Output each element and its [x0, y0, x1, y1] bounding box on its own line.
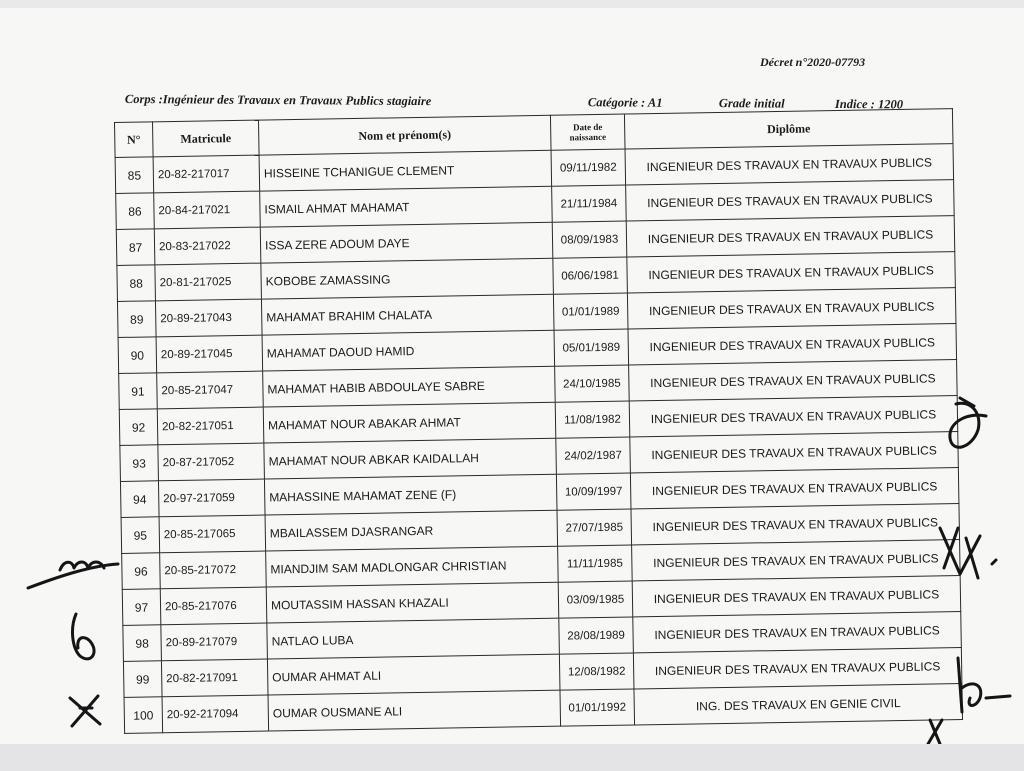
birthdate-cell: 24/10/1985	[555, 365, 630, 402]
name-cell: ISMAIL AHMAT MAHAMAT	[260, 186, 553, 227]
diploma-cell: INGENIEUR DES TRAVAUX EN TRAVAUX PUBLICS	[630, 432, 959, 473]
diploma-cell: INGENIEUR DES TRAVAUX EN TRAVAUX PUBLICS	[633, 648, 962, 689]
birthdate-cell: 01/01/1992	[560, 689, 635, 726]
birthdate-cell: 01/01/1989	[553, 293, 628, 330]
diploma-cell: ING. DES TRAVAUX EN GENIE CIVIL	[634, 684, 963, 725]
matricule-cell: 20-82-217017	[153, 155, 260, 193]
birthdate-cell: 06/06/1981	[553, 257, 628, 294]
name-cell: MAHAMAT NOUR ABAKAR AHMAT	[263, 402, 556, 443]
matricule-cell: 20-92-217094	[162, 695, 269, 733]
row-number: 89	[117, 301, 156, 338]
table-body	[115, 144, 962, 734]
grade-label: Grade initial	[718, 96, 785, 111]
diploma-cell: INGENIEUR DES TRAVAUX EN TRAVAUX PUBLICS	[630, 468, 959, 509]
name-cell: MAHAMAT BRAHIM CHALATA	[261, 294, 554, 335]
header-num: N°	[115, 122, 154, 158]
matricule-cell: 20-82-217051	[157, 407, 264, 445]
matricule-cell: 20-89-217043	[155, 299, 262, 337]
birthdate-cell: 27/07/1985	[557, 509, 632, 546]
indice-label: Indice : 1200	[834, 96, 904, 112]
decree-number: Décret n°2020-07793	[760, 55, 866, 69]
bottom-margin	[0, 744, 1024, 771]
matricule-cell: 20-85-217047	[157, 371, 264, 409]
birthdate-cell: 08/09/1983	[552, 221, 627, 258]
birthdate-cell: 11/11/1985	[558, 545, 633, 582]
row-number: 92	[119, 409, 158, 446]
header-dob: Date de naissance	[550, 114, 625, 150]
name-cell: OUMAR AHMAT ALI	[267, 654, 560, 695]
row-number: 91	[119, 373, 158, 410]
row-number: 93	[120, 445, 159, 482]
matricule-cell: 20-89-217045	[156, 335, 263, 373]
header-diplome: Diplôme	[624, 109, 953, 149]
name-cell: MAHASSINE MAHAMAT ZENE (F)	[264, 474, 557, 515]
header-matricule: Matricule	[153, 120, 260, 157]
name-cell: NATLAO LUBA	[267, 618, 560, 659]
name-cell: OUMAR OUSMANE ALI	[268, 690, 561, 731]
birthdate-cell: 05/01/1989	[554, 329, 629, 366]
name-cell: MBAILASSEM DJASRANGAR	[265, 510, 558, 551]
row-number: 98	[123, 625, 162, 662]
name-cell: MOUTASSIM HASSAN KHAZALI	[266, 582, 559, 623]
matricule-cell: 20-84-217021	[154, 191, 261, 229]
row-number: 100	[124, 697, 163, 734]
personnel-table-wrapper	[114, 108, 962, 734]
name-cell: MAHAMAT HABIB ABDOULAYE SABRE	[263, 366, 556, 407]
matricule-cell: 20-97-217059	[158, 479, 265, 517]
birthdate-cell: 11/08/1982	[555, 401, 630, 438]
row-number: 97	[122, 589, 161, 626]
diploma-cell: INGENIEUR DES TRAVAUX EN TRAVAUX PUBLICS	[632, 540, 961, 581]
name-cell: MAHAMAT DAOUD HAMID	[262, 330, 555, 371]
handwritten-initial-mark	[70, 696, 100, 726]
scanned-page	[0, 8, 1024, 744]
row-number: 94	[120, 481, 159, 518]
matricule-cell: 20-89-217079	[161, 623, 268, 661]
row-number: 96	[122, 553, 161, 590]
personnel-table	[114, 108, 963, 734]
birthdate-cell: 10/09/1997	[556, 473, 631, 510]
birthdate-cell: 24/02/1987	[556, 437, 631, 474]
diploma-cell: INGENIEUR DES TRAVAUX EN TRAVAUX PUBLICS	[629, 396, 958, 437]
corps-label: Corps :Ingénieur des Travaux en Travaux Publics stagiaire	[124, 92, 432, 109]
diploma-cell: INGENIEUR DES TRAVAUX EN TRAVAUX PUBLICS	[633, 612, 962, 653]
matricule-cell: 20-83-217022	[154, 227, 261, 265]
matricule-cell: 20-82-217091	[161, 659, 268, 697]
diploma-cell: INGENIEUR DES TRAVAUX EN TRAVAUX PUBLICS	[629, 360, 958, 401]
birthdate-cell: 03/09/1985	[558, 581, 633, 618]
matricule-cell: 20-87-217052	[158, 443, 265, 481]
name-cell: HISSEINE TCHANIGUE CLEMENT	[259, 150, 552, 191]
matricule-cell: 20-85-217076	[160, 587, 267, 625]
row-number: 99	[123, 661, 162, 698]
handwritten-initial-mark	[28, 562, 118, 588]
diploma-cell: INGENIEUR DES TRAVAUX EN TRAVAUX PUBLICS	[625, 144, 954, 185]
matricule-cell: 20-81-217025	[155, 263, 262, 301]
row-number: 85	[115, 157, 154, 194]
diploma-cell: INGENIEUR DES TRAVAUX EN TRAVAUX PUBLICS	[628, 324, 957, 365]
row-number: 90	[118, 337, 157, 374]
name-cell: MAHAMAT NOUR ABKAR KAIDALLAH	[264, 438, 557, 479]
handwritten-initial-mark	[958, 658, 1010, 712]
header-nom: Nom et prénom(s)	[258, 115, 551, 155]
birthdate-cell: 28/08/1989	[559, 617, 634, 654]
categorie-label: Catégorie : A1	[587, 95, 663, 110]
handwritten-initial-mark	[928, 720, 942, 744]
birthdate-cell: 12/08/1982	[559, 653, 634, 690]
row-number: 95	[121, 517, 160, 554]
birthdate-cell: 09/11/1982	[551, 149, 626, 186]
name-cell: ISSA ZERE ADOUM DAYE	[260, 222, 553, 263]
diploma-cell: INGENIEUR DES TRAVAUX EN TRAVAUX PUBLICS	[627, 252, 956, 293]
row-number: 87	[116, 229, 155, 266]
diploma-cell: INGENIEUR DES TRAVAUX EN TRAVAUX PUBLICS	[626, 216, 955, 257]
row-number: 86	[116, 193, 155, 230]
handwritten-initial-mark	[73, 614, 95, 659]
matricule-cell: 20-85-217065	[159, 515, 266, 553]
name-cell: KOBOBE ZAMASSING	[261, 258, 554, 299]
diploma-cell: INGENIEUR DES TRAVAUX EN TRAVAUX PUBLICS	[631, 504, 960, 545]
diploma-cell: INGENIEUR DES TRAVAUX EN TRAVAUX PUBLICS	[627, 288, 956, 329]
diploma-cell: INGENIEUR DES TRAVAUX EN TRAVAUX PUBLICS	[632, 576, 961, 617]
diploma-cell: INGENIEUR DES TRAVAUX EN TRAVAUX PUBLICS	[626, 180, 955, 221]
birthdate-cell: 21/11/1984	[552, 185, 627, 222]
row-number: 88	[117, 265, 156, 302]
matricule-cell: 20-85-217072	[160, 551, 267, 589]
name-cell: MIANDJIM SAM MADLONGAR CHRISTIAN	[266, 546, 559, 587]
